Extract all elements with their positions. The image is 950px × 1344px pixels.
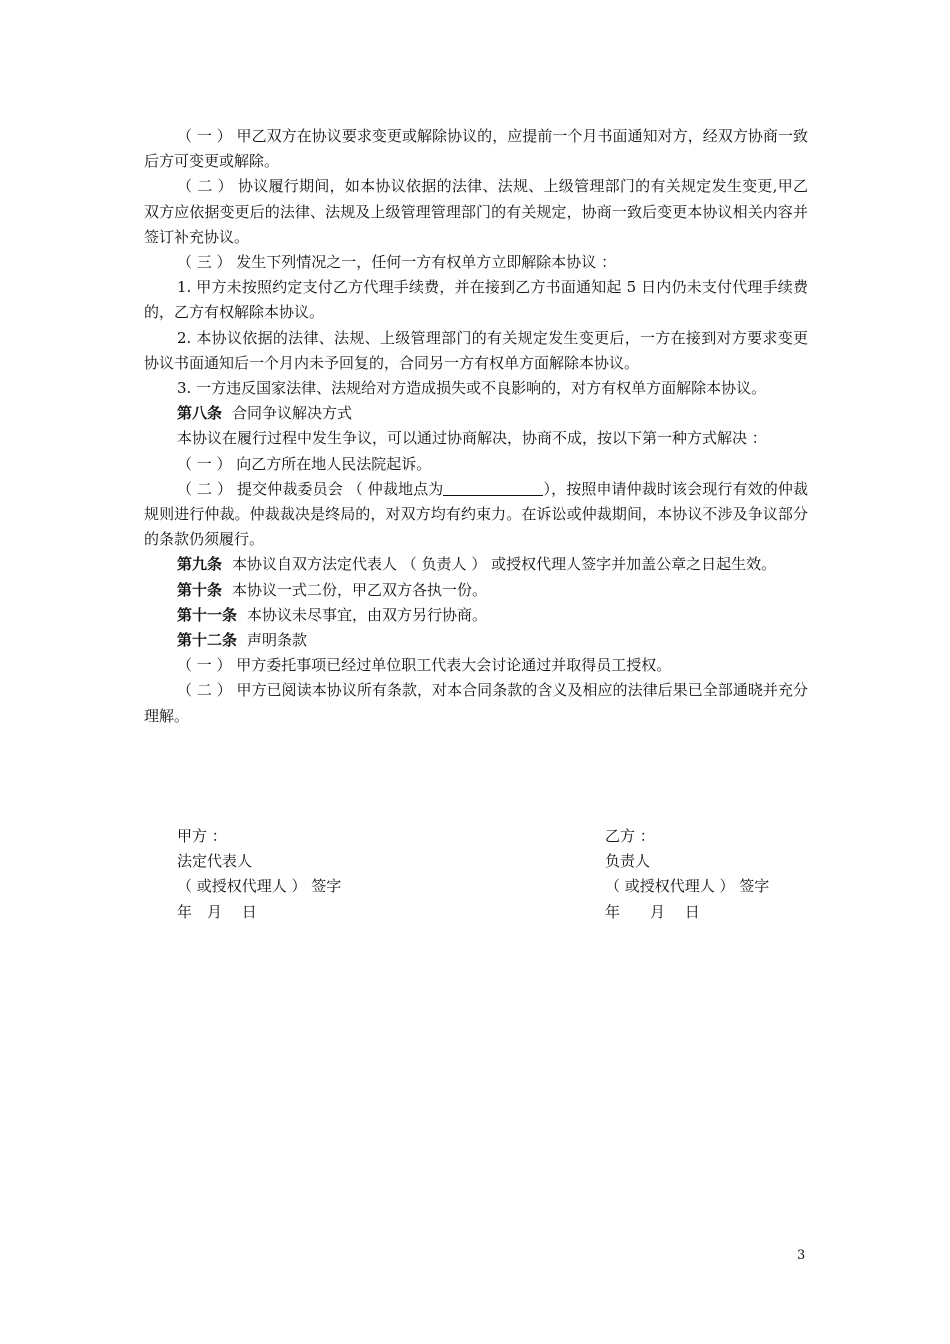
clause12-heading: 第十二条 <box>177 631 238 650</box>
clause8-heading-line <box>144 401 808 426</box>
clause10-heading: 第十条 <box>177 580 223 599</box>
party-b-signature <box>605 824 769 925</box>
clause9-text: 本协议自双方法定代表人 （ 负责人 ） 或授权代理人签字并加盖公章之日起生效。 <box>232 555 777 574</box>
clause12-title: 声明条款 <box>247 631 308 650</box>
clause8-title: 合同争议解决方式 <box>232 404 353 423</box>
party-a-label: 甲方 ： <box>177 827 227 845</box>
clause11-heading: 第十一条 <box>177 605 238 624</box>
clause10 <box>144 578 808 603</box>
party-a-agent-sign: （ 或授权代理人 ） 签字 <box>177 877 342 896</box>
party-b-label: 乙方 ： <box>605 827 655 845</box>
clause12-heading-line <box>144 628 808 653</box>
clause11-text: 本协议未尽事宜，由双方另行协商。 <box>247 605 488 624</box>
party-b-agent-sign: （ 或授权代理人 ） 签字 <box>605 877 770 896</box>
clause8-option-2-post: ），按照申请仲裁时该会现行有效的仲裁规则进行仲裁。仲裁裁决是终局的，对双方均有约束力。在诉讼或仲裁期间，本协议不涉及争议部分的条款仍须履行。 <box>144 479 808 549</box>
party-b-representative: 负责人 <box>605 852 651 871</box>
party-a-representative: 法定代表人 <box>177 852 253 871</box>
clause11 <box>144 603 808 628</box>
clause7-item-2: 2. 本协议依据的法律、法规、上级管理部门的有关规定发生变更后，一方在接到对方要求变更协议书面通知后一个月内未予回复的，合同另一方有权单方面解除本协议。 <box>144 328 808 372</box>
clause10-text: 本协议一式二份，甲乙双方各执一份。 <box>232 580 488 599</box>
document-body <box>144 124 808 729</box>
clause7-item-3: 3. 一方违反国家法律、法规给对方造成损失或不良影响的，对方有权单方面解除本协议。 <box>177 379 767 398</box>
clause12-declaration-2: （ 二 ） 甲方已阅读本协议所有条款，对本合同条款的含义及相应的法律后果已全部通晓并充分理解。 <box>144 681 808 725</box>
clause12-declaration-1: （ 一 ） 甲方委托事项已经过单位职工代表大会讨论通过并取得员工授权。 <box>177 656 672 675</box>
party-b-date: 年 月 日 <box>605 902 700 921</box>
clause8-option-2-pre: （ 二 ） 提交仲裁委员会 （ 仲裁地点为 <box>177 479 444 498</box>
clause7-para-2: （ 二 ） 协议履行期间，如本协议依据的法律、法规、上级管理部门的有关规定发生变更,甲乙双方应依据变更后的法律、法规及上级管理管理部门的有关规定，协商一致后变更本协议相关内容并签订补充协议。 <box>144 177 808 246</box>
clause8-option-2 <box>144 477 808 553</box>
clause7-para-3: （ 三 ） 发生下列情况之一，任何一方有权单方立即解除本协议 ： <box>177 253 617 272</box>
clause9 <box>144 552 808 577</box>
clause7-para-1: （ 一 ） 甲乙双方在协议要求变更或解除协议的，应提前一个月书面通知对方，经双方协商一致后方可变更或解除。 <box>144 127 808 171</box>
arbitration-location-blank <box>443 480 543 496</box>
party-a-date: 年 月 日 <box>177 902 257 921</box>
clause8-option-1: （ 一 ） 向乙方所在地人民法院起诉。 <box>177 454 432 473</box>
clause7-item-1: 1. 甲方未按照约定支付乙方代理手续费，并在接到乙方书面通知起 5 日内仍未支付代理手续费的，乙方有权解除本协议。 <box>144 278 808 322</box>
clause9-heading: 第九条 <box>177 555 223 574</box>
clause8-heading: 第八条 <box>177 404 223 423</box>
party-a-signature <box>177 824 341 925</box>
clause8-intro: 本协议在履行过程中发生争议，可以通过协商解决，协商不成，按以下第一种方式解决 ： <box>177 429 767 448</box>
page-number: 3 <box>797 1248 806 1263</box>
